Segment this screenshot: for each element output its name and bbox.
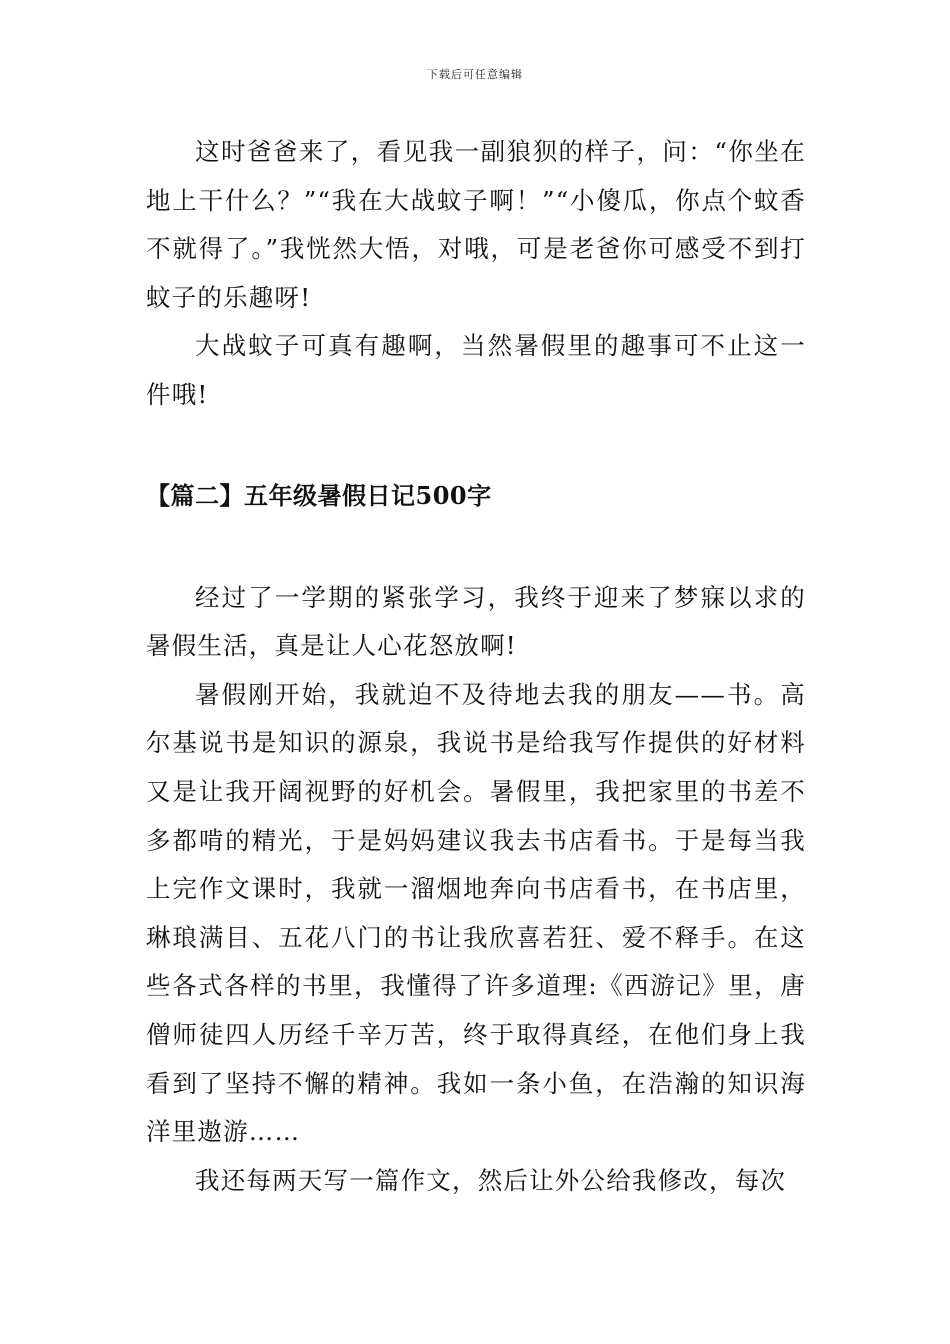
document-body [146, 128, 806, 1205]
paragraph: 经过了一学期的紧张学习，我终于迎来了梦寐以求的暑假生活，真是让人心花怒放啊! [146, 582, 806, 661]
paragraph: 我还每两天写一篇作文，然后让外公给我修改，每次 [195, 1165, 787, 1195]
paragraph: 暑假刚开始，我就迫不及待地去我的朋友——书。高尔基说书是知识的源泉，我说书是给我写作提供的好材料又是让我开阔视野的好机会。暑假里，我把家里的书差不多都啃的精光，于是妈妈建议我去书店看书。于是每当我上完作文课时，我就一溜烟地奔向书店看书，在书店里，琳琅满目、五花八门的书让我欣喜若狂、爱不释手。在这些各式各样的书里，我懂得了许多道理:《西游记》里，唐僧师徒四人历经千辛万苦，终于取得真经，在他们身上我看到了坚持不懈的精神。我如一条小鱼，在浩瀚的知识海洋里遨游…… [146, 679, 806, 1147]
paragraph: 这时爸爸来了，看见我一副狼狈的样子，问：“你坐在地上干什么？”“我在大战蚊子啊！”“小傻瓜，你点个蚊香不就得了。”我恍然大悟，对哦，可是老爸你可感受不到打蚊子的乐趣呀! [146, 137, 806, 312]
spacer [146, 420, 806, 472]
header-note: 下载后可任意编辑 [427, 68, 523, 81]
paragraph: 大战蚊子可真有趣啊，当然暑假里的趣事可不止这一件哦! [146, 331, 806, 409]
section-title: 【篇二】五年级暑假日记500字 [146, 480, 492, 510]
spacer [146, 520, 806, 574]
